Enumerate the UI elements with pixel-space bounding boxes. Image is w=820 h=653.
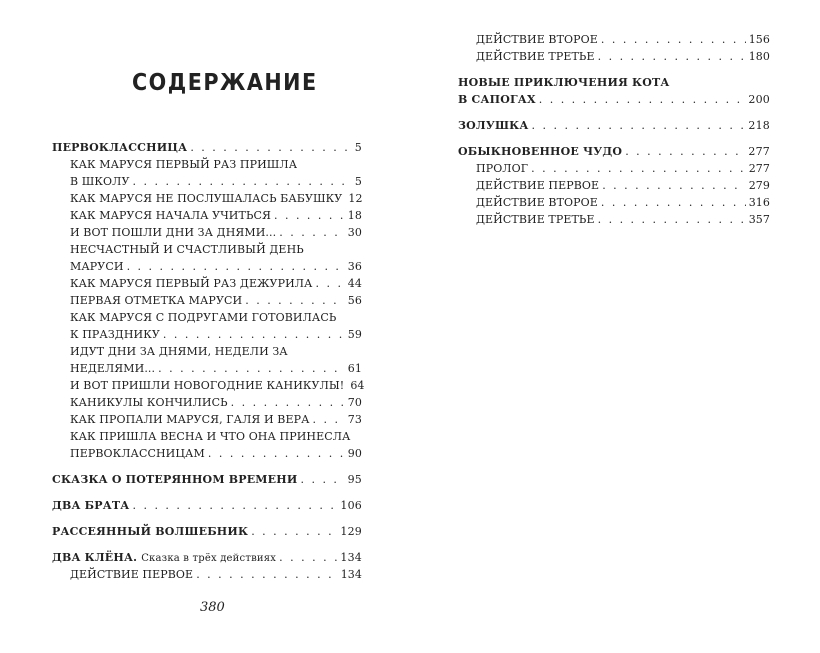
toc-entry-title-text: ДЕЙСТВИЕ ПЕРВОЕ (70, 568, 194, 581)
toc-entry-title-line: КАК ПРИШЛА ВЕСНА И ЧТО ОНА ПРИНЕСЛА (70, 430, 351, 443)
toc-entry-title (70, 411, 310, 428)
toc-entry (52, 549, 362, 566)
toc-entry-title-text: ПЕРВАЯ ОТМЕТКА МАРУСИ (70, 294, 243, 307)
toc-subentry (52, 258, 362, 275)
dot-leader (245, 292, 345, 309)
toc-subentry (458, 48, 770, 65)
toc-page-number: 218 (748, 119, 770, 132)
page-number: 380 (200, 600, 225, 615)
toc-page-number: 59 (347, 328, 362, 341)
toc-page-number: 200 (748, 93, 770, 106)
toc-entry-title-text: К ПРАЗДНИКУ (70, 328, 160, 341)
toc-page-number: 18 (347, 209, 362, 222)
dot-leader (598, 211, 746, 228)
dot-leader (539, 91, 746, 108)
toc-page-number: 134 (340, 551, 362, 564)
toc-spacer (458, 108, 770, 117)
dot-leader (531, 117, 745, 134)
toc-entry-title-text: ДВА КЛЁНА. (52, 551, 138, 564)
toc-entry-title (70, 394, 228, 411)
toc-entry-title-text: КАК МАРУСЯ ПЕРВЫЙ РАЗ ДЕЖУРИЛА (70, 277, 313, 290)
toc-entry-title (70, 173, 130, 190)
toc-entry-title (70, 566, 193, 583)
toc-spacer (52, 488, 362, 497)
toc-entry (52, 139, 362, 156)
toc-entry-title-text: МАРУСИ (70, 260, 124, 273)
toc-entry-title-line: КАК МАРУСЯ С ПОДРУГАМИ ГОТОВИЛАСЬ (70, 311, 337, 324)
dot-leader (132, 497, 337, 514)
dot-leader (300, 471, 344, 488)
toc-entry-title-text: ДЕЙСТВИЕ ВТОРОЕ (476, 196, 598, 209)
toc-entry-title (70, 360, 155, 377)
toc-subentry (458, 160, 770, 177)
dot-leader (196, 566, 338, 583)
toc-page-number: 277 (748, 162, 770, 175)
toc-entry (52, 471, 362, 488)
toc-subentry (52, 360, 362, 377)
toc-page-number: 316 (748, 196, 770, 209)
contents-heading: СОДЕРЖАНИЕ (132, 70, 318, 96)
toc-entry (458, 91, 770, 108)
dot-leader (251, 523, 337, 540)
toc-entry-title (70, 377, 344, 394)
toc-subentry (52, 275, 362, 292)
toc-entry-title (458, 117, 528, 134)
toc-entry-title-text: ДЕЙСТВИЕ ТРЕТЬЕ (476, 213, 595, 226)
toc-entry-title (70, 224, 276, 241)
toc-page-number: 30 (347, 226, 362, 239)
toc-spacer (458, 65, 770, 74)
toc-subentry (52, 292, 362, 309)
toc-entry-title (70, 445, 205, 462)
toc-entry-title-line: НОВЫЕ ПРИКЛЮЧЕНИЯ КОТА (458, 76, 670, 89)
toc-entry-title-text: ДВА БРАТА (52, 499, 130, 512)
dot-leader (602, 177, 746, 194)
toc-entry-title-line: КАК МАРУСЯ ПЕРВЫЙ РАЗ ПРИШЛА (70, 158, 298, 171)
toc-entry-title-text: ПРОЛОГ (476, 162, 529, 175)
toc-page-number: 134 (340, 568, 362, 581)
toc-entry-title-text: ЗОЛУШКА (458, 119, 529, 132)
toc-entry-title (52, 497, 129, 514)
toc-entry (458, 143, 770, 160)
toc-entry-title-text: КАК ПРОПАЛИ МАРУСЯ, ГАЛЯ И ВЕРА (70, 413, 310, 426)
dot-leader (601, 194, 746, 211)
toc-page-number: 61 (347, 362, 362, 375)
toc-entry-title (458, 143, 622, 160)
toc-entry-title-text: В ШКОЛУ (70, 175, 130, 188)
dot-leader (158, 360, 345, 377)
toc-right (458, 31, 770, 228)
dot-leader (190, 139, 351, 156)
toc-entry-title-text: КАНИКУЛЫ КОНЧИЛИСЬ (70, 396, 228, 409)
dot-leader (315, 275, 344, 292)
toc-page-number: 73 (347, 413, 362, 426)
toc-entry-title-text: КАК МАРУСЯ НАЧАЛА УЧИТЬСЯ (70, 209, 271, 222)
toc-entry-title-text: ДЕЙСТВИЕ ВТОРОЕ (476, 33, 598, 46)
toc-entry-title-text: КАК МАРУСЯ НЕ ПОСЛУШАЛАСЬ БАБУШКУ (70, 192, 343, 205)
toc-page-number: 12 (348, 192, 363, 205)
right-page (458, 0, 770, 653)
toc-entry-title (458, 91, 536, 108)
toc-entry (52, 523, 362, 540)
toc-page-number: 44 (347, 277, 362, 290)
toc-entry (458, 117, 770, 134)
toc-subentry (52, 190, 362, 207)
toc-page-number: 180 (748, 50, 770, 63)
toc-entry-title-text: СКАЗКА О ПОТЕРЯННОМ ВРЕМЕНИ (52, 473, 298, 486)
toc-page-number: 90 (347, 447, 362, 460)
toc-subentry (52, 445, 362, 462)
dot-leader (274, 207, 345, 224)
toc-entry-title-text: НЕДЕЛЯМИ... (70, 362, 156, 375)
toc-subentry (458, 211, 770, 228)
toc-page-number: 36 (347, 260, 362, 273)
toc-entry-title-text: ОБЫКНОВЕННОЕ ЧУДО (458, 145, 623, 158)
toc-left (52, 139, 365, 583)
dot-leader (313, 411, 345, 428)
toc-entry-title (70, 190, 342, 207)
toc-subentry (458, 177, 770, 194)
toc-page-number: 357 (748, 213, 770, 226)
toc-entry-title (52, 523, 248, 540)
toc-entry-title (70, 207, 271, 224)
toc-entry-title-text: В САПОГАХ (458, 93, 536, 106)
toc-subentry (458, 31, 770, 48)
toc-page-number: 5 (354, 175, 362, 188)
dot-leader (598, 48, 746, 65)
toc-page-number: 5 (354, 141, 362, 154)
dot-leader (127, 258, 345, 275)
toc-page-number: 106 (340, 499, 362, 512)
toc-spacer (52, 540, 362, 549)
dot-leader (208, 445, 345, 462)
toc-subentry (52, 173, 362, 190)
toc-spacer (458, 134, 770, 143)
toc-entry-title (70, 258, 124, 275)
toc-spacer (52, 462, 362, 471)
toc-entry-title (476, 211, 595, 228)
toc-subentry (52, 377, 365, 394)
toc-page-number: 129 (340, 525, 362, 538)
toc-subentry (52, 224, 362, 241)
toc-page-number: 56 (347, 294, 362, 307)
toc-page-number: 70 (347, 396, 362, 409)
toc-entry-title (52, 471, 297, 488)
toc-entry-title-text: РАССЕЯННЫЙ ВОЛШЕБНИК (52, 525, 249, 538)
toc-subentry (52, 207, 362, 224)
toc-page-number: 277 (748, 145, 770, 158)
toc-entry (52, 497, 362, 514)
toc-entry-title (476, 31, 598, 48)
toc-page-number: 279 (748, 179, 770, 192)
toc-spacer (52, 514, 362, 523)
toc-subentry (52, 326, 362, 343)
toc-entry-title (70, 326, 160, 343)
toc-entry-title-text: И ВОТ ПРИШЛИ НОВОГОДНИЕ КАНИКУЛЫ! (70, 379, 345, 392)
toc-entry-title (70, 275, 312, 292)
left-page (52, 0, 365, 653)
toc-subentry (52, 566, 362, 583)
dot-leader (531, 160, 746, 177)
toc-entry-title-text: ПЕРВОКЛАССНИЦА (52, 141, 188, 154)
dot-leader (279, 224, 345, 241)
toc-subentry (52, 394, 362, 411)
dot-leader (279, 549, 337, 566)
dot-leader (231, 394, 345, 411)
toc-entry-title-line: ИДУТ ДНИ ЗА ДНЯМИ, НЕДЕЛИ ЗА (70, 345, 288, 358)
toc-entry-title (476, 160, 528, 177)
toc-entry-title-text: ПЕРВОКЛАССНИЦАМ (70, 447, 205, 460)
toc-entry-title (52, 549, 276, 567)
dot-leader (133, 173, 352, 190)
toc-entry-title (476, 48, 595, 65)
toc-entry-title (70, 292, 242, 309)
toc-subentry (52, 411, 362, 428)
toc-entry-title-text: И ВОТ ПОШЛИ ДНИ ЗА ДНЯМИ... (70, 226, 277, 239)
toc-page-number: 95 (347, 473, 362, 486)
toc-page-number: 156 (748, 33, 770, 46)
dot-leader (625, 143, 745, 160)
toc-subentry (458, 194, 770, 211)
dot-leader (163, 326, 345, 343)
toc-entry-title (476, 194, 598, 211)
toc-entry-title (52, 139, 187, 156)
toc-entry-title-line: НЕСЧАСТНЫЙ И СЧАСТЛИВЫЙ ДЕНЬ (70, 243, 304, 256)
toc-entry-title-text: ДЕЙСТВИЕ ПЕРВОЕ (476, 179, 600, 192)
toc-entry-title-text: ДЕЙСТВИЕ ТРЕТЬЕ (476, 50, 595, 63)
toc-entry-title (476, 177, 599, 194)
toc-page-number: 64 (350, 379, 365, 392)
dot-leader (601, 31, 746, 48)
toc-entry-note: Сказка в трёх действиях (141, 553, 277, 564)
